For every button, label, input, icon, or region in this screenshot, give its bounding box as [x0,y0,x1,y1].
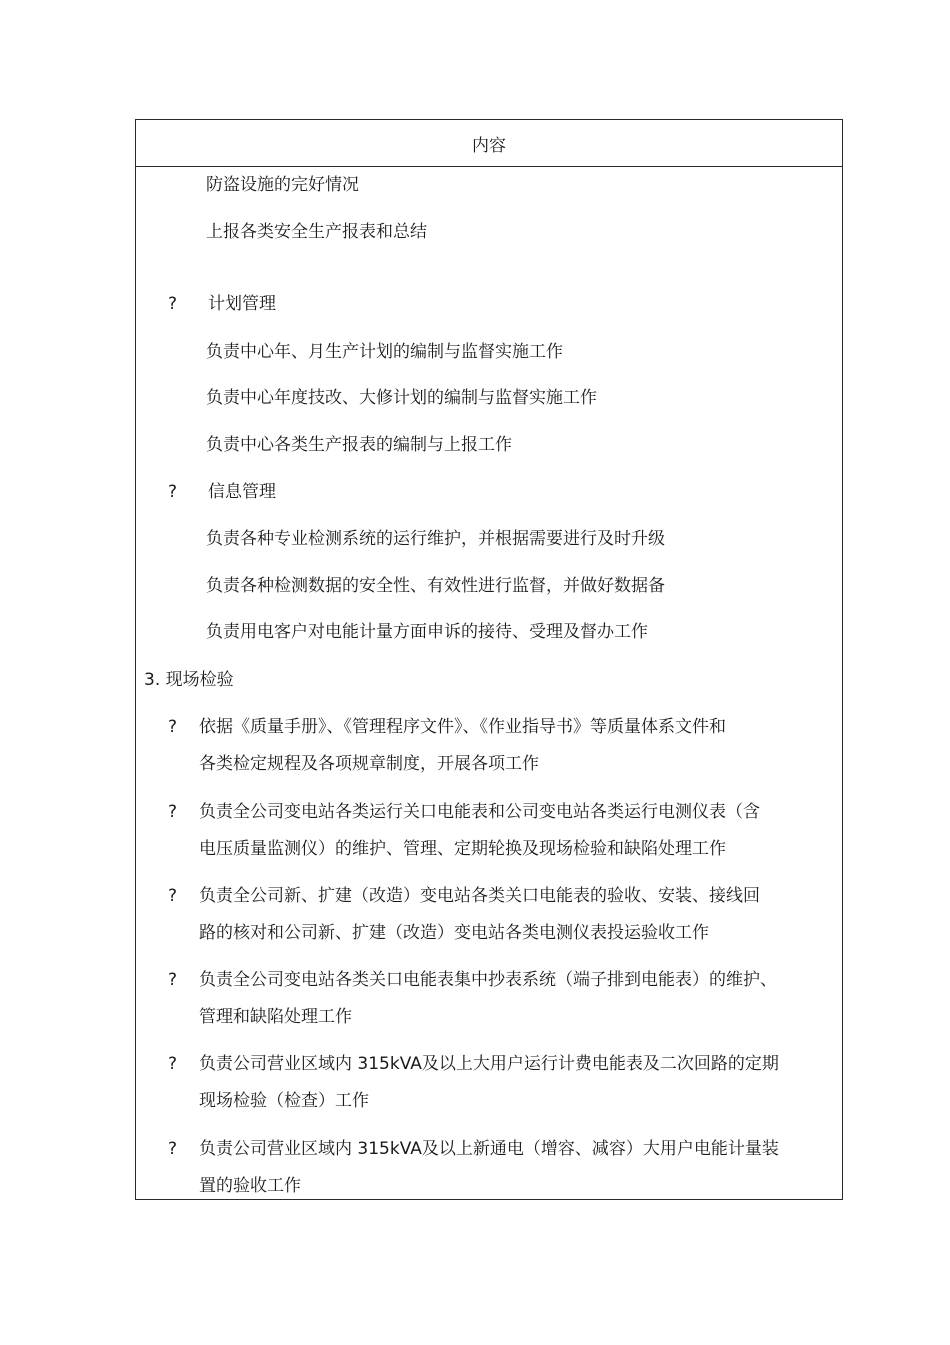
bullet-mark: ? [168,802,178,822]
text-line: 电压质量监测仪）的维护、管理、定期轮换及现场检验和缺陷处理工作 [199,839,726,859]
text-line: 防盗设施的完好情况 [206,175,359,195]
text-line: 负责中心年、月生产计划的编制与监督实施工作 [206,342,563,362]
bullet-mark: ? [168,482,178,502]
table-header [136,120,842,167]
text-line: 负责各种专业检测系统的运行维护，并根据需要进行及时升级 [206,529,665,549]
text-line: 负责中心年度技改、大修计划的编制与监督实施工作 [206,388,597,408]
text-line: 上报各类安全生产报表和总结 [206,222,427,242]
text-line: 负责各种检测数据的安全性、有效性进行监督，并做好数据备 [206,576,665,596]
text-line: 负责全公司新、扩建（改造）变电站各类关口电能表的验收、安装、接线回 [199,886,760,906]
bullet-mark: ? [168,886,178,906]
text-line: 路的核对和公司新、扩建（改造）变电站各类电测仪表投运验收工作 [199,923,709,943]
text-line: 负责用电客户对电能计量方面申诉的接待、受理及督办工作 [206,622,648,642]
text-line: 负责全公司变电站各类关口电能表集中抄表系统（端子排到电能表）的维护、 [199,970,777,990]
text-line: 负责全公司变电站各类运行关口电能表和公司变电站各类运行电测仪表（含 [199,802,760,822]
text-line: 依据《质量手册》、《管理程序文件》、《作业指导书》等质量体系文件和 [199,717,726,737]
text-line: 负责中心各类生产报表的编制与上报工作 [206,435,512,455]
text-line: 现场检验（检查）工作 [199,1091,369,1111]
content-table [135,119,843,1200]
subheading: 信息管理 [208,482,276,502]
bullet-mark: ? [168,970,178,990]
text-line: 管理和缺陷处理工作 [199,1007,352,1027]
text-line: 置的验收工作 [199,1176,301,1196]
bullet-mark: ? [168,294,178,314]
bullet-mark: ? [168,717,178,737]
section-heading: 3. 现场检验 [144,670,234,690]
header-label: 内容 [472,135,506,156]
bullet-mark: ? [168,1054,178,1074]
subheading: 计划管理 [208,294,276,314]
text-line: 负责公司营业区域内 315kVA及以上新通电（增容、减容）大用户电能计量装 [199,1139,779,1159]
text-line: 各类检定规程及各项规章制度，开展各项工作 [199,754,539,774]
text-line: 负责公司营业区域内 315kVA及以上大用户运行计费电能表及二次回路的定期 [199,1054,779,1074]
bullet-mark: ? [168,1139,178,1159]
